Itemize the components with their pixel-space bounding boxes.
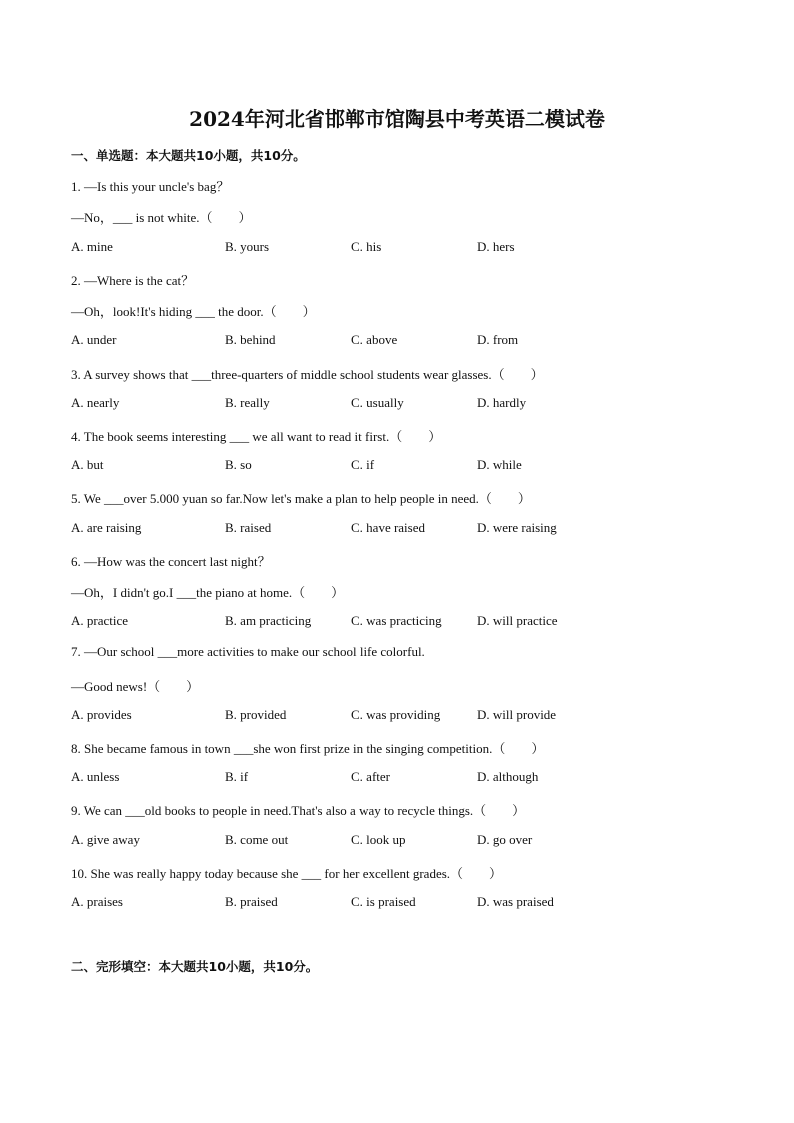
option-b: B. come out xyxy=(225,832,289,847)
option-d: D. was praised xyxy=(477,894,554,909)
question-stem: 6. —How was the concert last night？ xyxy=(71,554,271,569)
option-c: C. after xyxy=(351,769,390,784)
option-b: B. praised xyxy=(225,894,278,909)
question-stem: 9. We can ___old books to people in need.That's also a way to recycle things.（ ） xyxy=(71,803,526,818)
option-a: A. practice xyxy=(71,613,129,628)
question-stem: 1. —Is this your uncle's bag？ xyxy=(71,179,230,194)
option-c: C. usually xyxy=(351,395,404,410)
option-c: C. above xyxy=(351,332,398,347)
option-c: C. have raised xyxy=(351,520,426,535)
option-c: C. was practicing xyxy=(351,613,442,628)
option-b: B. am practicing xyxy=(225,613,312,628)
option-a: A. mine xyxy=(71,239,113,254)
option-d: D. go over xyxy=(477,832,533,847)
question-stem: —No，___ is not white.（ ） xyxy=(71,210,252,225)
question-stem: 7. —Our school ___more activities to make our school life colorful. xyxy=(71,644,425,659)
option-d: D. although xyxy=(477,769,539,784)
option-a: A. praises xyxy=(71,894,123,909)
option-c: C. look up xyxy=(351,832,406,847)
option-a: A. under xyxy=(71,332,117,347)
option-d: D. were raising xyxy=(477,520,557,535)
option-a: A. but xyxy=(71,457,104,472)
option-a: A. nearly xyxy=(71,395,120,410)
option-b: B. raised xyxy=(225,520,272,535)
option-b: B. really xyxy=(225,395,270,410)
option-a: A. give away xyxy=(71,832,140,847)
option-d: D. will practice xyxy=(477,613,558,628)
question-stem: —Good news!（ ） xyxy=(71,679,200,694)
option-a: A. unless xyxy=(71,769,120,784)
question-stem: 4. The book seems interesting ___ we all want to read it first.（ ） xyxy=(71,429,442,444)
option-d: D. while xyxy=(477,457,522,472)
option-b: B. if xyxy=(225,769,249,784)
option-d: D. will provide xyxy=(477,707,557,722)
question-stem: 10. She was really happy today because she ___ for her excellent grades.（ ） xyxy=(71,866,503,881)
option-c: C. was providing xyxy=(351,707,441,722)
section-header-single-choice: 一、单选题：本大题共10小题，共10分。 xyxy=(71,148,306,163)
option-a: A. provides xyxy=(71,707,132,722)
question-stem: —Oh，look!It's hiding ___ the door.（ ） xyxy=(71,304,316,319)
option-c: C. is praised xyxy=(351,894,416,909)
option-b: B. behind xyxy=(225,332,276,347)
question-stem: 8. She became famous in town ___she won first prize in the singing competition.（ ） xyxy=(71,741,545,756)
question-stem: 5. We ___over 5.000 yuan so far.Now let's make a plan to help people in need.（ ） xyxy=(71,491,531,506)
question-stem: 2. —Where is the cat？ xyxy=(71,273,195,288)
option-b: B. yours xyxy=(225,239,270,254)
option-d: D. hers xyxy=(477,239,515,254)
option-c: C. if xyxy=(351,457,375,472)
question-stem: 3. A survey shows that ___three-quarters of middle school students wear glasses.（ ） xyxy=(71,367,544,382)
option-c: C. his xyxy=(351,239,382,254)
option-b: B. so xyxy=(225,457,252,472)
section-header-cloze: 二、完形填空：本大题共10小题，共10分。 xyxy=(71,959,319,974)
question-stem: —Oh，I didn't go.I ___the piano at home.（ ） xyxy=(71,585,345,600)
option-a: A. are raising xyxy=(71,520,142,535)
page-title: 2024年河北省邯郸市馆陶县中考英语二模试卷 xyxy=(189,107,605,131)
option-b: B. provided xyxy=(225,707,287,722)
option-d: D. from xyxy=(477,332,519,347)
option-d: D. hardly xyxy=(477,395,527,410)
